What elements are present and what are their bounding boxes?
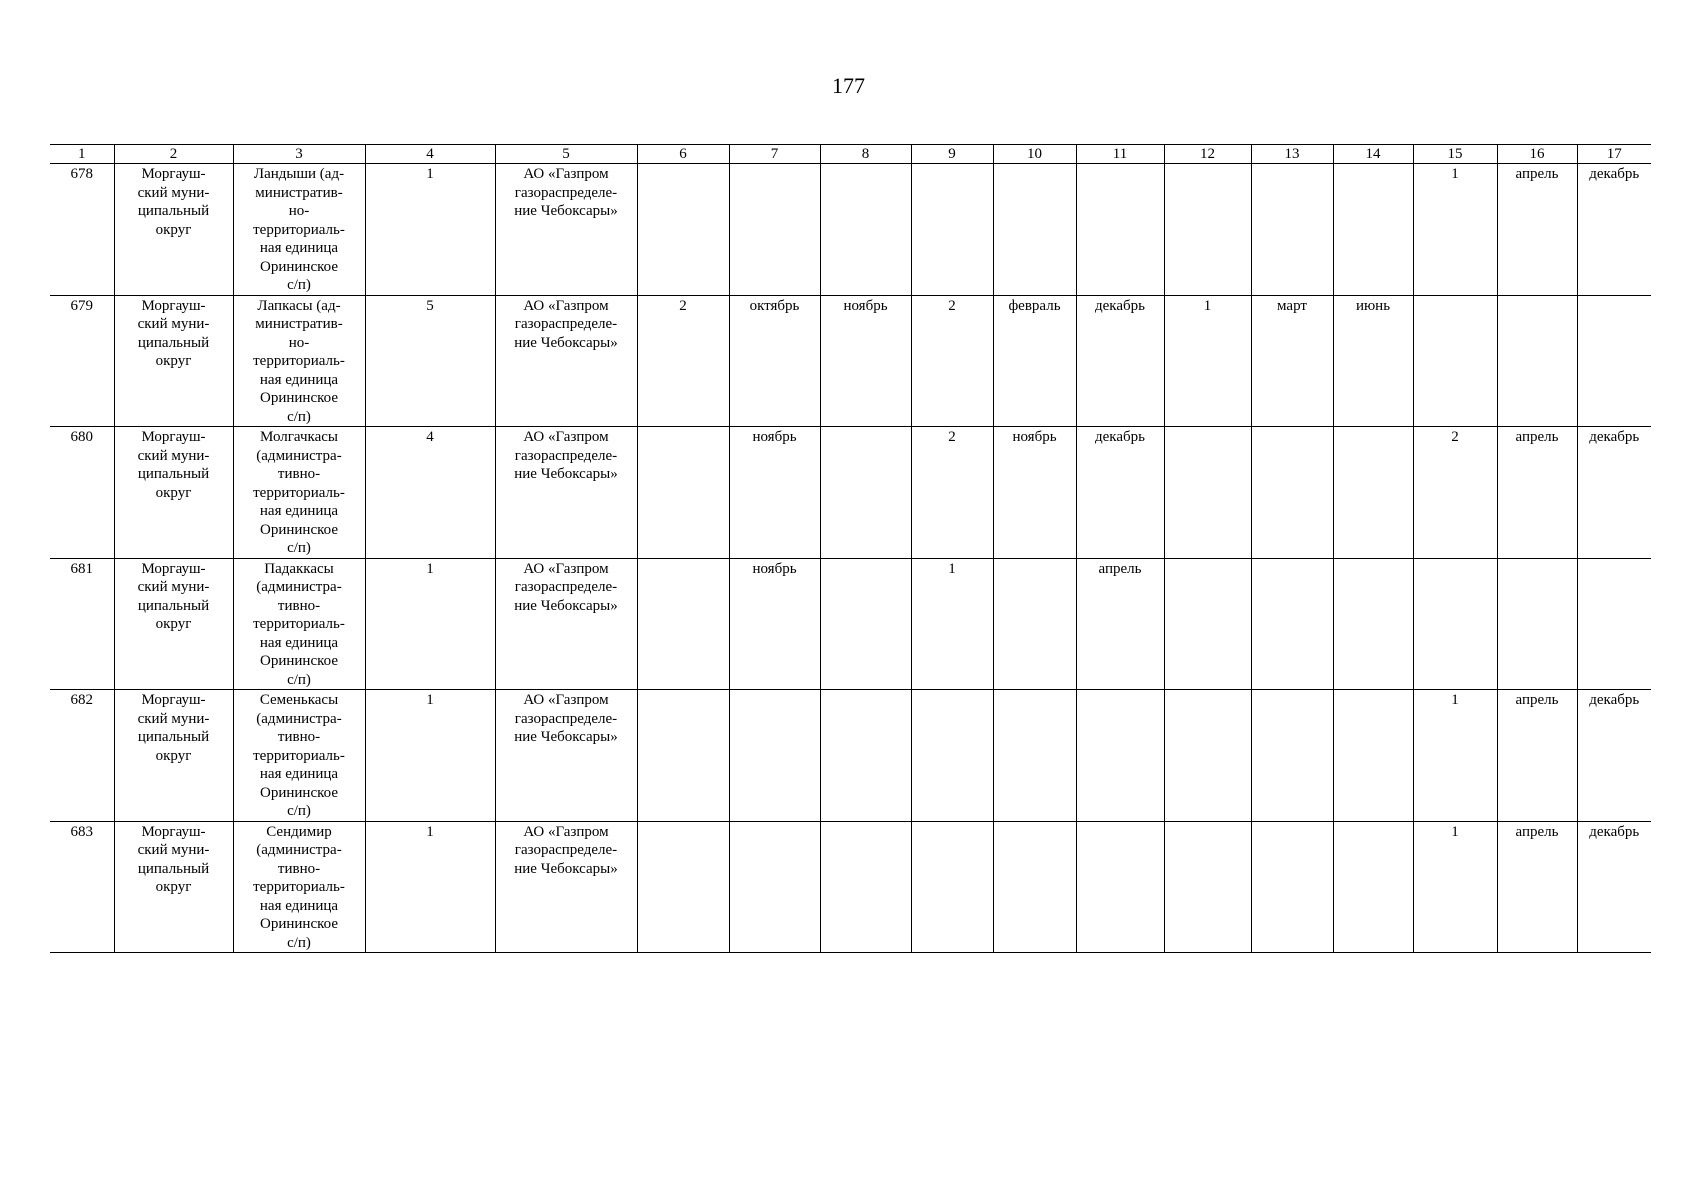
column-number-row [50,145,1651,164]
table-cell-col-3 [233,690,365,822]
table-row [50,821,1651,953]
table-cell-col-5 [495,558,637,690]
table-cell-col-9: 2 [911,295,993,427]
cell-text-line: тивно- [277,729,321,745]
table-cell-col-11: декабрь [1076,295,1164,427]
cell-text-line: газораспределе- [514,184,618,201]
cell-text-line: Сендимир [266,823,332,840]
table-cell-col-14 [1333,558,1413,690]
table-cell-col-1: 681 [50,558,114,690]
table-cell-col-5 [495,295,637,427]
table-cell-col-13 [1251,427,1333,559]
table-cell-col-10 [993,821,1076,953]
cell-text-line: Орининское [260,390,338,406]
cell-text-line: Моргауш- [141,166,206,182]
cell-text-line: с/п) [287,934,311,951]
cell-text-line: тивно- [277,597,321,614]
cell-text-line: ная единица [259,634,339,651]
table-cell-col-8 [820,821,911,953]
cell-text-line: ная единица [259,240,339,256]
table-cell-col-12 [1164,427,1251,559]
table-cell-col-2 [114,164,233,296]
cell-text-line: с/п) [287,408,311,425]
cell-text-line: ние Чебоксары» [514,597,618,614]
cell-text-line: Орининское [260,653,338,669]
cell-text-line: ние Чебоксары» [514,860,618,877]
table-cell-col-13 [1251,690,1333,822]
table-cell-col-14 [1333,821,1413,953]
cell-text-line: ский муни- [137,710,210,727]
table-cell-col-2 [114,690,233,822]
cell-text-line: АО «Газпром [523,429,609,445]
table-cell-col-9 [911,690,993,822]
table-cell-col-15 [1413,295,1497,427]
table-cell-col-5 [495,164,637,296]
cell-text-line: территориаль- [253,484,345,501]
cell-text-line: Моргауш- [141,560,206,577]
cell-text-line: ние Чебоксары» [514,334,618,351]
cell-text-line: ципальный [137,466,210,482]
table-cell-col-7 [729,690,820,822]
cell-text-line: Моргауш- [141,823,206,840]
table-cell-col-6 [637,558,729,690]
table-cell-col-15: 1 [1413,821,1497,953]
cell-text-line: округ [155,879,192,895]
cell-text-line: с/п) [287,671,311,688]
table-cell-col-16: апрель [1497,427,1577,559]
table-cell-col-7: ноябрь [729,558,820,690]
table-cell-col-10 [993,164,1076,296]
table-cell-col-12 [1164,821,1251,953]
table-cell-col-12: 1 [1164,295,1251,427]
table-cell-col-13 [1251,558,1333,690]
schedule-table [50,144,1651,953]
table-cell-col-4: 5 [365,295,495,427]
table-cell-col-6 [637,427,729,559]
table-cell-col-3 [233,427,365,559]
table-cell-col-16 [1497,295,1577,427]
table-cell-col-13 [1251,164,1333,296]
table-cell-col-15: 2 [1413,427,1497,559]
table-cell-col-7 [729,164,820,296]
table-cell-col-4: 1 [365,558,495,690]
table-cell-col-2 [114,427,233,559]
table-cell-col-14 [1333,164,1413,296]
table-cell-col-17: декабрь [1577,164,1651,296]
table-cell-col-12 [1164,690,1251,822]
cell-text-line: АО «Газпром [523,823,609,840]
table-cell-col-6 [637,821,729,953]
table-cell-col-7 [729,821,820,953]
column-number-cell: 10 [993,145,1076,164]
table-cell-col-11: декабрь [1076,427,1164,559]
cell-text-line: ние Чебоксары» [514,729,618,745]
table-row [50,427,1651,559]
cell-text-line: ципальный [137,334,210,351]
table-cell-col-13 [1251,821,1333,953]
cell-text-line: (администра- [256,710,342,727]
table-cell-col-2 [114,821,233,953]
cell-text-line: округ [155,747,192,764]
table-cell-col-14 [1333,690,1413,822]
cell-text-line: ние Чебоксары» [514,203,618,219]
cell-text-line: газораспределе- [514,447,618,464]
table-cell-col-3 [233,821,365,953]
cell-text-line: АО «Газпром [523,692,609,708]
table-cell-col-11 [1076,821,1164,953]
cell-text-line: территориаль- [253,353,345,369]
column-number-cell: 6 [637,145,729,164]
cell-text-line: газораспределе- [514,842,618,858]
column-number-cell: 8 [820,145,911,164]
table-cell-col-7: ноябрь [729,427,820,559]
cell-text-line: (администра- [256,579,342,595]
cell-text-line: АО «Газпром [523,297,609,314]
table-cell-col-10 [993,690,1076,822]
cell-text-line: газораспределе- [514,316,618,332]
column-number-cell: 9 [911,145,993,164]
cell-text-line: округ [155,221,192,238]
table-cell-col-1: 679 [50,295,114,427]
table-cell-col-4: 1 [365,690,495,822]
table-cell-col-6 [637,690,729,822]
table-cell-col-1: 682 [50,690,114,822]
cell-text-line: но- [288,203,310,219]
cell-text-line: тивно- [277,466,321,482]
column-number-cell: 15 [1413,145,1497,164]
table-row [50,558,1651,690]
table-cell-col-13: март [1251,295,1333,427]
cell-text-line: ский муни- [137,447,210,464]
cell-text-line: с/п) [287,277,311,293]
column-number-cell: 3 [233,145,365,164]
cell-text-line: ский муни- [137,579,210,595]
table-cell-col-9 [911,821,993,953]
cell-text-line: АО «Газпром [523,166,609,182]
table-cell-col-15: 1 [1413,690,1497,822]
cell-text-line: (администра- [256,842,342,858]
table-cell-col-10: февраль [993,295,1076,427]
cell-text-line: ский муни- [137,184,210,201]
cell-text-line: Орининское [260,916,338,932]
column-number-cell: 16 [1497,145,1577,164]
cell-text-line: Молгачкасы [260,429,338,445]
cell-text-line: Орининское [260,784,338,801]
table-cell-col-10: ноябрь [993,427,1076,559]
cell-text-line: Падаккасы [264,560,334,577]
column-number-cell: 11 [1076,145,1164,164]
table-cell-col-5 [495,427,637,559]
cell-text-line: министратив- [255,184,343,201]
cell-text-line: АО «Газпром [523,560,609,577]
table-row [50,690,1651,822]
cell-text-line: газораспределе- [514,710,618,727]
cell-text-line: с/п) [287,540,311,556]
cell-text-line: округ [155,616,192,632]
cell-text-line: ная единица [259,766,339,782]
cell-text-line: ципальный [137,597,210,614]
cell-text-line: ский муни- [137,316,210,332]
cell-text-line: ский муни- [137,842,210,858]
column-number-cell: 5 [495,145,637,164]
table-row [50,295,1651,427]
table-cell-col-16 [1497,558,1577,690]
cell-text-line: Ландыши (ад- [253,166,345,182]
column-number-cell: 2 [114,145,233,164]
cell-text-line: ципальный [137,860,210,877]
table-cell-col-11 [1076,164,1164,296]
table-cell-col-8 [820,164,911,296]
cell-text-line: округ [155,484,192,501]
cell-text-line: с/п) [287,803,311,819]
table-cell-col-14 [1333,427,1413,559]
table-cell-col-8 [820,427,911,559]
table-row [50,164,1651,296]
cell-text-line: но- [288,334,310,351]
table-cell-col-6 [637,164,729,296]
table-cell-col-10 [993,558,1076,690]
table-cell-col-7: октябрь [729,295,820,427]
table-cell-col-9: 1 [911,558,993,690]
table-cell-col-3 [233,558,365,690]
table-cell-col-17: декабрь [1577,427,1651,559]
cell-text-line: территориаль- [253,879,345,895]
table-cell-col-11 [1076,690,1164,822]
table-cell-col-12 [1164,164,1251,296]
table-cell-col-15 [1413,558,1497,690]
table-cell-col-17 [1577,558,1651,690]
cell-text-line: ципальный [137,729,210,745]
table-cell-col-1: 680 [50,427,114,559]
cell-text-line: территориаль- [253,221,345,238]
column-number-cell: 17 [1577,145,1651,164]
table-cell-col-17: декабрь [1577,821,1651,953]
table-cell-col-1: 683 [50,821,114,953]
column-number-cell: 4 [365,145,495,164]
cell-text-line: ние Чебоксары» [514,466,618,482]
cell-text-line: ная единица [259,897,339,914]
table-cell-col-8: ноябрь [820,295,911,427]
column-number-cell: 7 [729,145,820,164]
table-cell-col-6: 2 [637,295,729,427]
table-cell-col-3 [233,164,365,296]
cell-text-line: территориаль- [253,747,345,764]
cell-text-line: ная единица [259,371,339,388]
table-cell-col-12 [1164,558,1251,690]
cell-text-line: ная единица [259,503,339,519]
cell-text-line: (администра- [256,447,342,464]
table-cell-col-2 [114,295,233,427]
cell-text-line: Орининское [260,258,338,275]
cell-text-line: Моргауш- [141,692,206,708]
column-number-cell: 13 [1251,145,1333,164]
table-cell-col-14: июнь [1333,295,1413,427]
table-cell-col-17: декабрь [1577,690,1651,822]
table-cell-col-11: апрель [1076,558,1164,690]
cell-text-line: округ [155,353,192,369]
table-cell-col-16: апрель [1497,690,1577,822]
table-cell-col-16: апрель [1497,821,1577,953]
cell-text-line: Моргауш- [141,297,206,314]
cell-text-line: территориаль- [253,616,345,632]
cell-text-line: ципальный [137,203,210,219]
table-cell-col-3 [233,295,365,427]
table-cell-col-9 [911,164,993,296]
column-number-cell: 14 [1333,145,1413,164]
cell-text-line: тивно- [277,860,321,877]
table-cell-col-9: 2 [911,427,993,559]
table-cell-col-4: 1 [365,821,495,953]
table-cell-col-17 [1577,295,1651,427]
cell-text-line: министратив- [255,316,343,332]
table-cell-col-4: 1 [365,164,495,296]
column-number-cell: 1 [50,145,114,164]
table-cell-col-2 [114,558,233,690]
table-cell-col-5 [495,821,637,953]
table-cell-col-15: 1 [1413,164,1497,296]
cell-text-line: Орининское [260,521,338,538]
page-number: 177 [832,73,865,98]
table-body [50,164,1651,953]
table-cell-col-8 [820,690,911,822]
cell-text-line: Семенькасы [259,692,339,708]
table-cell-col-16: апрель [1497,164,1577,296]
cell-text-line: Лапкасы (ад- [257,297,341,314]
table-cell-col-8 [820,558,911,690]
column-number-cell: 12 [1164,145,1251,164]
table-cell-col-5 [495,690,637,822]
table-cell-col-1: 678 [50,164,114,296]
cell-text-line: Моргауш- [141,429,206,445]
table-cell-col-4: 4 [365,427,495,559]
cell-text-line: газораспределе- [514,579,618,595]
